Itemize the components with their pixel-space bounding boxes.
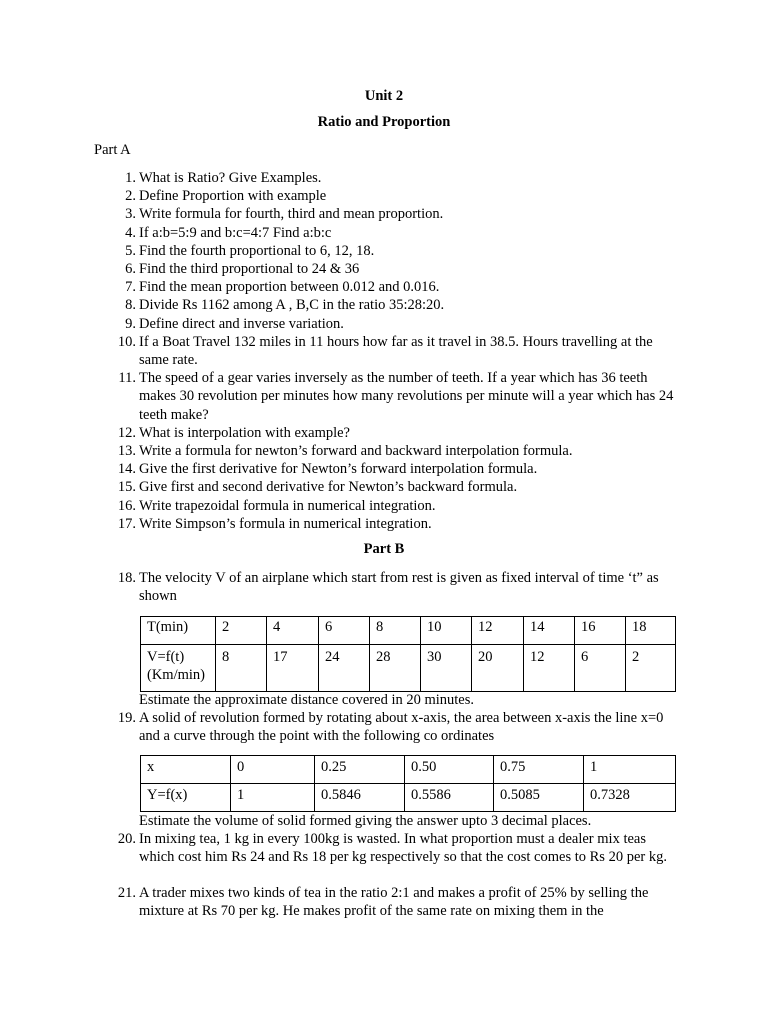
question-text: In mixing tea, 1 kg in every 100kg is wasted. In what proportion must a dealer mix teas which cost him Rs 24 and Rs 18 per kg respectively so that the cost comes to Rs 20 per kg. xyxy=(139,831,667,866)
table-cell: 0.25 xyxy=(315,756,405,784)
question-number: 13. xyxy=(117,443,136,459)
table-cell: 2 xyxy=(626,645,676,692)
table-cell: 8 xyxy=(370,617,421,645)
question-number: 4. xyxy=(125,224,136,241)
table-cell: 18 xyxy=(626,617,676,645)
unit-title: Unit 2 xyxy=(364,88,404,104)
question-number: 15. xyxy=(117,479,136,496)
question-number: 19. xyxy=(117,710,136,726)
question-number: 2. xyxy=(125,188,136,205)
question-number: 5. xyxy=(125,242,136,259)
coordinates-table xyxy=(140,755,676,812)
question-number: 10. xyxy=(117,333,136,350)
part-a-heading: Part A xyxy=(94,142,131,158)
question-text: Divide Rs 1162 among A , B,C in the ratio 35:28:20. xyxy=(139,297,445,314)
table-cell: 0.5085 xyxy=(494,784,584,812)
question-text: Define direct and inverse variation. xyxy=(139,315,344,332)
question-text: Write Simpson’s formula in numerical integration. xyxy=(139,515,432,532)
table-cell: 17 xyxy=(267,645,319,692)
question-number: 7. xyxy=(125,279,136,296)
table-cell: 6 xyxy=(575,645,626,692)
question-text: A trader mixes two kinds of tea in the ratio 2:1 and makes a profit of 25% by selling the mixture at Rs 70 per kg. He makes profit of the same rate on mixing them in the xyxy=(139,885,649,920)
table-cell: 4 xyxy=(267,617,319,645)
question-text: Give the first derivative for Newton’s forward interpolation formula. xyxy=(139,461,538,478)
table-cell: 0.75 xyxy=(494,756,584,784)
table-cell: 2 xyxy=(216,617,267,645)
question-number: 12. xyxy=(117,424,136,441)
question-number: 18. xyxy=(117,570,136,586)
question-text: If a Boat Travel 132 miles in 11 hours how far as it travel in 38.5. Hours travelling at the same rate. xyxy=(139,333,653,368)
table-cell: 1 xyxy=(584,756,676,784)
table-cell: 28 xyxy=(370,645,421,692)
question-number: 6. xyxy=(125,261,136,277)
question-text: If a:b=5:9 and b:c=4:7 Find a:b:c xyxy=(139,224,332,241)
table-cell: 16 xyxy=(575,617,626,645)
table-cell: 12 xyxy=(524,645,575,692)
table-cell: 0 xyxy=(231,756,315,784)
table-cell: 10 xyxy=(421,617,472,645)
table-cell: x xyxy=(141,756,231,784)
table-cell: 0.5586 xyxy=(405,784,494,812)
table-cell: 12 xyxy=(472,617,524,645)
table-cell: 14 xyxy=(524,617,575,645)
question-text: A solid of revolution formed by rotating about x-axis, the area between x-axis the line x=0 and a curve through the point with the following co ordinates xyxy=(139,710,664,745)
question-number: 1. xyxy=(125,170,136,186)
question-number: 20. xyxy=(117,831,136,847)
question-number: 16. xyxy=(117,497,136,514)
question-18-followup: Estimate the approximate distance covered in 20 minutes. xyxy=(139,692,475,708)
question-text: The speed of a gear varies inversely as the number of teeth. If a year which has 36 teeth makes 30 revolution per minutes how many revolutions per minute will a year which has 24 teeth make? xyxy=(139,370,674,423)
table-cell: 8 xyxy=(216,645,267,692)
part-b-heading: Part B xyxy=(363,541,405,557)
table-cell: 0.7328 xyxy=(584,784,676,812)
velocity-time-table xyxy=(140,616,676,692)
table-cell: 6 xyxy=(319,617,370,645)
chapter-title: Ratio and Proportion xyxy=(317,114,451,130)
question-text: Write formula for fourth, third and mean proportion. xyxy=(139,206,444,223)
question-text: What is interpolation with example? xyxy=(139,424,350,441)
question-number: 9. xyxy=(125,315,136,332)
question-text: The velocity V of an airplane which start from rest is given as fixed interval of time ‘t” as shown xyxy=(139,570,659,605)
question-text: Give first and second derivative for Newton’s backward formula. xyxy=(139,479,518,496)
question-number: 21. xyxy=(117,885,136,901)
table-cell: Y=f(x) xyxy=(141,784,231,812)
table-row xyxy=(141,617,676,645)
table-cell: 0.5846 xyxy=(315,784,405,812)
table-cell: T(min) xyxy=(141,617,216,645)
table-row xyxy=(141,784,676,812)
question-number: 11. xyxy=(118,370,136,387)
question-19-followup: Estimate the volume of solid formed giving the answer upto 3 decimal places. xyxy=(139,813,592,829)
question-text: Write a formula for newton’s forward and backward interpolation formula. xyxy=(139,443,573,459)
table-cell: V=f(t) (Km/min) xyxy=(141,645,216,692)
question-text: Write trapezoidal formula in numerical integration. xyxy=(139,497,436,514)
question-text: Find the mean proportion between 0.012 and 0.016. xyxy=(139,279,440,296)
question-text: Find the third proportional to 24 & 36 xyxy=(139,261,360,277)
table-cell: 30 xyxy=(421,645,472,692)
table-cell: 0.50 xyxy=(405,756,494,784)
question-text: What is Ratio? Give Examples. xyxy=(139,170,322,186)
question-number: 8. xyxy=(125,297,136,314)
table-row xyxy=(141,756,676,784)
question-text: Define Proportion with example xyxy=(139,188,327,205)
question-number: 17. xyxy=(117,515,136,532)
question-number: 14. xyxy=(117,461,136,478)
table-cell: 20 xyxy=(472,645,524,692)
question-text: Find the fourth proportional to 6, 12, 18. xyxy=(139,242,375,259)
table-cell: 1 xyxy=(231,784,315,812)
table-cell: 24 xyxy=(319,645,370,692)
table-row xyxy=(141,645,676,692)
question-number: 3. xyxy=(125,206,136,223)
